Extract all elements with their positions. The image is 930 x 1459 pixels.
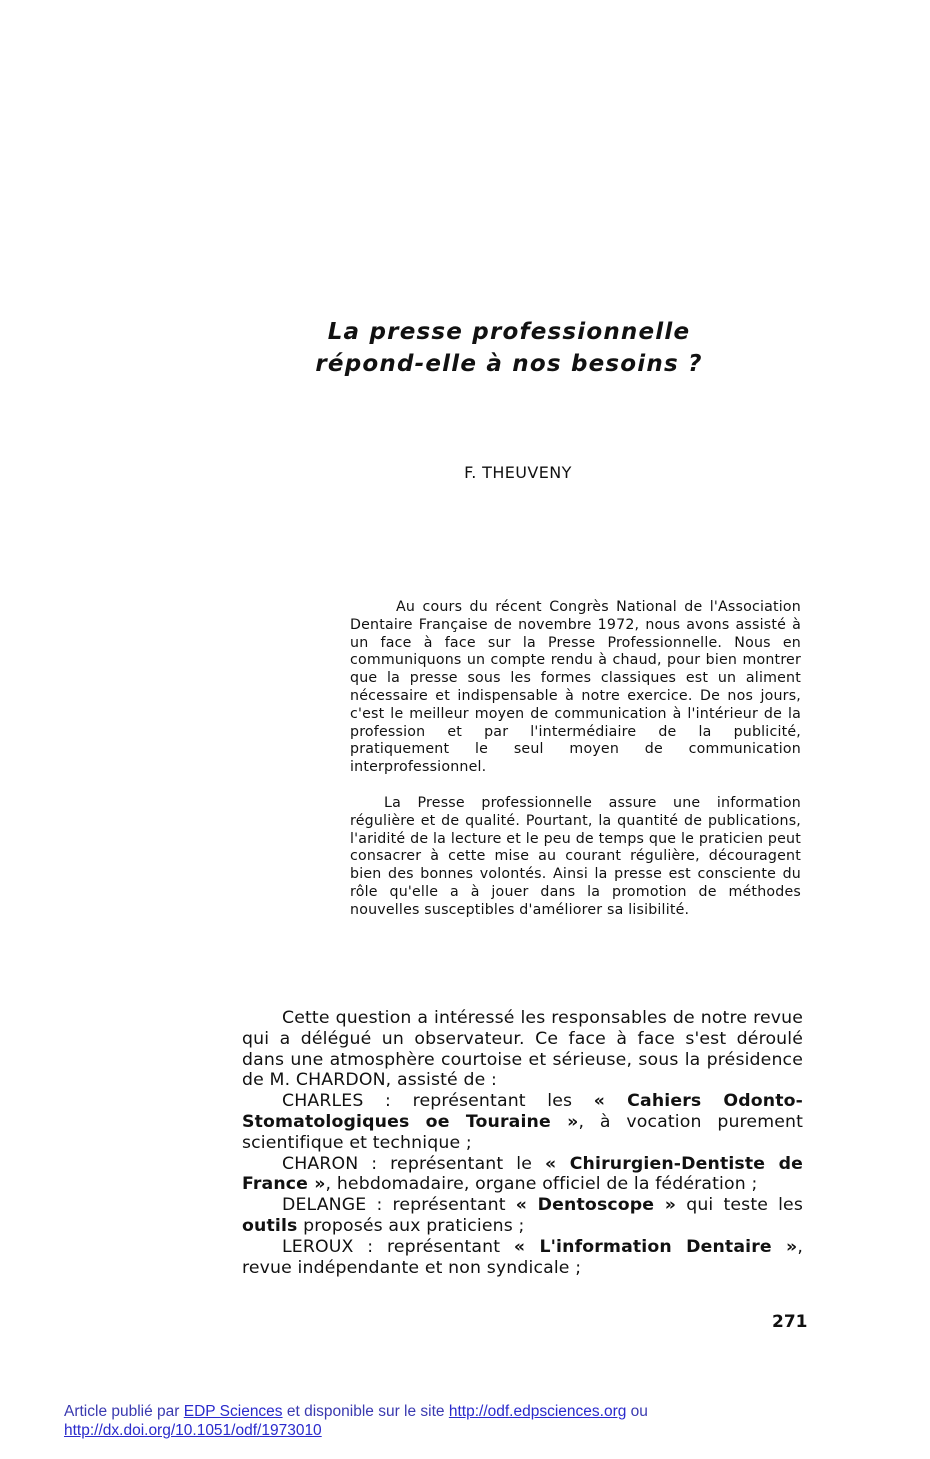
publication-dentoscope: « Dentoscope » [515, 1195, 677, 1216]
participant-delange-desc: proposés aux praticiens ; [297, 1215, 525, 1236]
publisher-footer [64, 1402, 904, 1440]
footer-text-1: Article publié par [64, 1403, 184, 1420]
participant-charon-desc: , hebdomadaire, organe officiel de la fédération ; [325, 1174, 758, 1195]
article-body [242, 1008, 803, 1278]
doi-link[interactable]: http://dx.doi.org/10.1051/odf/1973010 [64, 1422, 322, 1439]
abstract-paragraph-2: La Presse professionnelle assure une information régulière et de qualité. Pourtant, la quantité de publications, l'aridité de la lecture et le peu de temps que le praticien peut consacrer à cette mise au courant régulière, découragent bien des bonnes volontés. Ainsi la presse est consciente du rôle qu'elle a à jouer dans la promotion de méthodes nouvelles susceptibles d'améliorer sa lisibilité. [350, 794, 801, 918]
body-intro: Cette question a intéressé les responsables de notre revue qui a délégué un observateur. Ce face à face s'est déroulé dans une atmosphère courtoise et sérieuse, sous la présidence de M. CHARDON, assisté de : [242, 1008, 803, 1091]
participant-charles [242, 1091, 803, 1153]
participant-charon [242, 1154, 803, 1196]
participant-leroux-text: LEROUX : représentant [282, 1236, 514, 1257]
publication-information-dentaire: « L'information Dentaire » [513, 1236, 798, 1257]
journal-site-link[interactable]: http://odf.edpsciences.org [448, 1403, 627, 1420]
participant-delange-mid: qui teste les [676, 1195, 803, 1216]
edp-sciences-link[interactable]: EDP Sciences [183, 1403, 283, 1420]
title-line-2: répond-elle à nos besoins ? [315, 351, 703, 377]
footer-text-3: ou [626, 1403, 648, 1420]
participant-delange [242, 1195, 803, 1237]
page-number: 271 [772, 1312, 808, 1332]
abstract [350, 599, 801, 920]
participant-leroux [242, 1237, 803, 1279]
participant-delange-text: DELANGE : représentant [282, 1195, 516, 1216]
title-line-1: La presse professionnelle [327, 319, 691, 345]
footer-text-2: et disponible sur le site [282, 1403, 449, 1420]
participant-leroux-desc: , revue indépendante et non syndicale ; [242, 1236, 803, 1278]
article-title [0, 316, 930, 380]
participant-charon-text: CHARON : représentant le [282, 1153, 545, 1174]
author-name: F. THEUVENY [464, 463, 572, 482]
publication-chirurgien-dentiste: « Chirurgien-Dentiste de France » [242, 1153, 803, 1195]
participant-charles-desc: , à vocation purement scientifique et technique ; [242, 1111, 804, 1153]
emphasis-outils: outils [242, 1215, 298, 1236]
abstract-paragraph-1: Au cours du récent Congrès National de l'Association Dentaire Française de novembre 1972, nous avons assisté à un face à face sur la Presse Professionnelle. Nous en communiquons un compte rendu à chaud, pour bien montrer que la presse sous les formes classiques est un aliment nécessaire et indispensable à notre exercice. De nos jours, c'est le meilleur moyen de communication à l'intérieur de la profession et par l'intermédiaire de la publicité, pratiquement le seul moyen de communication interprofessionnel. [350, 599, 801, 776]
participant-charles-text: CHARLES : représentant les [282, 1091, 594, 1112]
publication-cahiers: « Cahiers Odonto-Stomatologiques oe Touraine » [242, 1091, 804, 1132]
